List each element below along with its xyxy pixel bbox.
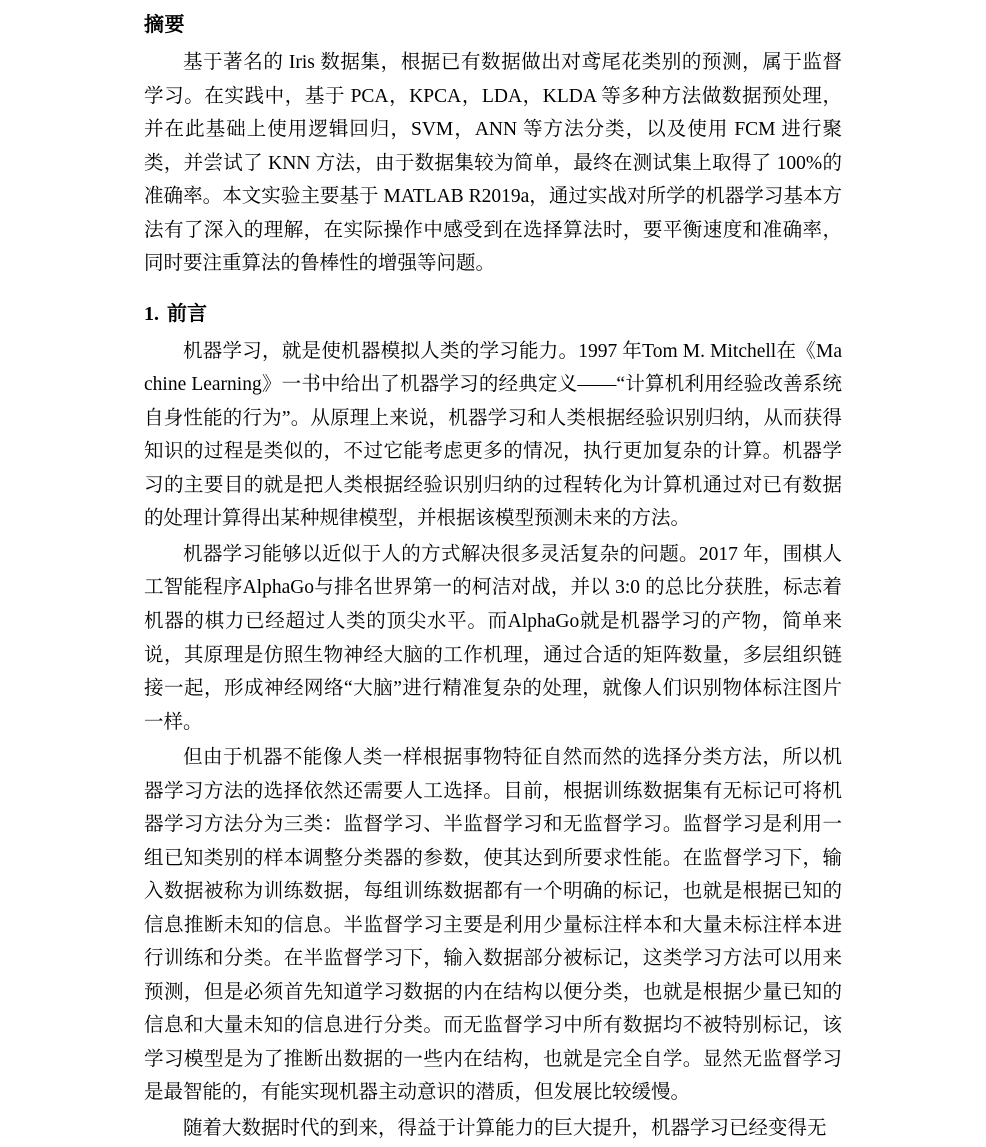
introduction-heading-label: 前言 [167, 302, 207, 325]
introduction-heading [144, 299, 842, 329]
introduction-paragraph-4: 随着大数据时代的到来，得益于计算能力的巨大提升，机器学习已经变得无 [183, 1117, 827, 1139]
introduction-paragraph-1: 机器学习，就是使机器模拟人类的学习能力。1997 年Tom M. Mitchell在《Machine Learning》一书中给出了机器学习的经典定义——“计算机利用经验改善系统自身性能的行为”。从原理上来说，机器学习和人类根据经验识别归纳，从而获得知识的过程是类似的，不过它能考虑更多的情况，执行更加复杂的计算。机器学习的主要目的就是把人类根据经验识别归纳的过程转化为计算机通过对已有数据的处理计算得出某种规律模型，并根据该模型预测未来的方法。 [144, 340, 842, 530]
introduction-heading-number: 1. [144, 302, 159, 325]
introduction-paragraph-2: 机器学习能够以近似于人的方式解决很多灵活复杂的问题。2017 年，围棋人工智能程序AlphaGo与排名世界第一的柯洁对战，并以 3:0 的总比分获胜，标志着机器的棋力已经超过人类的顶尖水平。而AlphaGo就是机器学习的产物，简单来说，其原理是仿照生物神经大脑的工作机理，通过合适的矩阵数量，多层组织链接一起，形成神经网络“大脑”进行精准复杂的处理，就像人们识别物体标注图片一样。 [144, 543, 842, 733]
abstract-paragraph: 基于著名的 Iris 数据集，根据已有数据做出对鸢尾花类别的预测，属于监督学习。在实践中，基于 PCA，KPCA，LDA，KLDA 等多种方法做数据预处理，并在此基础上使用逻辑回归，SVM，ANN 等方法分类，以及使用 FCM 进行聚类，并尝试了 KNN 方法，由于数据集较为简单，最终在测试集上取得了 100%的准确率。本文实验主要基于 MATLAB R2019a，通过实战对所学的机器学习基本方法有了深入的理解，在实际操作中感受到在选择算法时，要平衡速度和准确率，同时要注重算法的鲁棒性的增强等问题。 [144, 52, 842, 275]
abstract-heading: 摘要 [144, 14, 185, 36]
introduction-paragraph-3: 但由于机器不能像人类一样根据事物特征自然而然的选择分类方法，所以机器学习方法的选择依然还需要人工选择。目前，根据训练数据集有无标记可将机器学习方法分为三类：监督学习、半监督学习和无监督学习。监督学习是利用一组已知类别的样本调整分类器的参数，使其达到所要求性能。在监督学习下，输入数据被称为训练数据，每组训练数据都有一个明确的标记，也就是根据已知的信息推断未知的信息。半监督学习主要是利用少量标注样本和大量未标注样本进行训练和分类。在半监督学习下，输入数据部分被标记，这类学习方法可以用来预测，但是必须首先知道学习数据的内在结构以便分类，也就是根据少量已知的信息和大量未知的信息进行分类。而无监督学习中所有数据均不被特别标记，该学习模型是为了推断出数据的一些内在结构，也就是完全自学。显然无监督学习是最智能的，有能实现机器主动意识的潜质，但发展比较缓慢。 [144, 747, 842, 1104]
